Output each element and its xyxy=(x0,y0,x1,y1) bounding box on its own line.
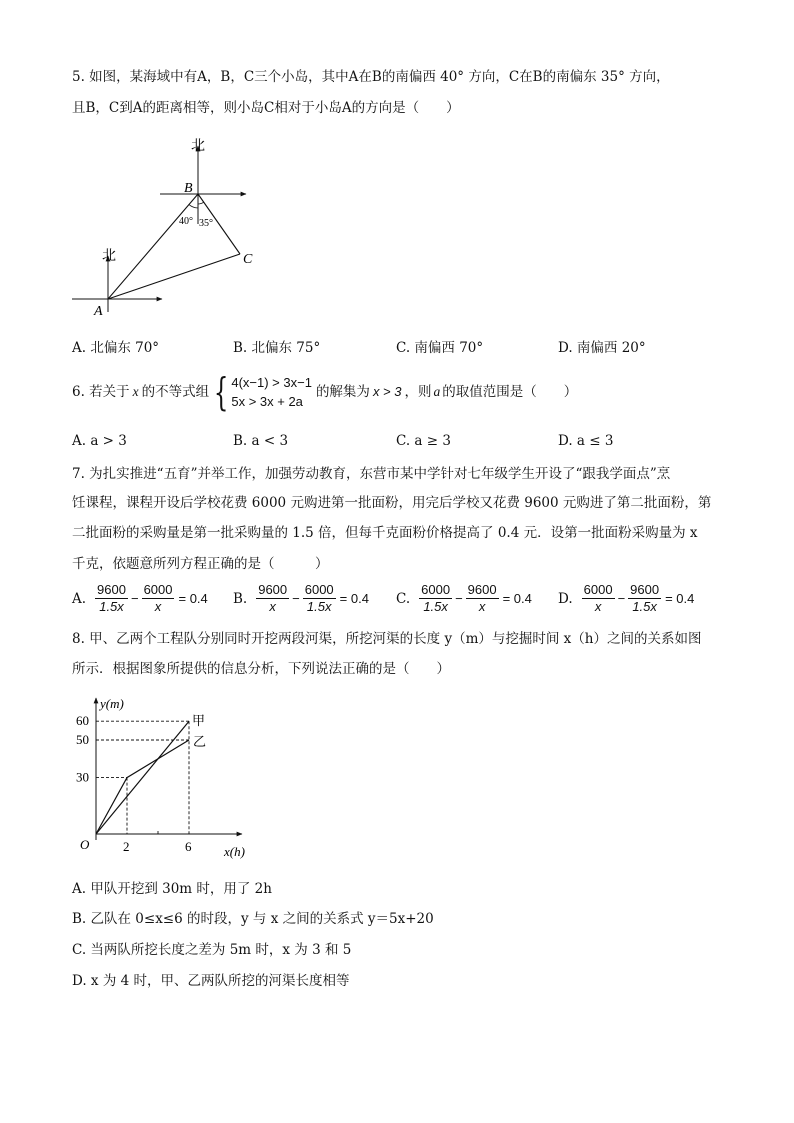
q6-brace: { xyxy=(214,370,229,414)
q5-option-d[interactable]: D. 南偏西 20° xyxy=(558,340,646,356)
series-line-jia xyxy=(96,721,189,834)
q7-c-den2: x xyxy=(478,599,486,614)
x-axis-label: x(h) xyxy=(224,844,245,859)
q7-a-rhs: = 0.4 xyxy=(178,590,208,606)
q7-a-num1: 9600 xyxy=(97,582,126,597)
q7-c-num1: 6000 xyxy=(421,582,451,597)
angle-label-40: 40° xyxy=(179,216,193,227)
q6-var-x: x xyxy=(132,384,139,399)
q7-b-rhs: = 0.4 xyxy=(339,590,369,606)
q7-b-num1: 9600 xyxy=(258,582,288,597)
q7-option-c[interactable]: C. $\frac{6000}{1.5x}$ − $\frac{9600}{x}$ = 0.4 xyxy=(396,582,532,614)
q7-c-frac1 xyxy=(419,582,452,615)
q5-option-a[interactable]: A. 北偏东 70° xyxy=(72,340,160,356)
y-tick-label: 50 xyxy=(76,732,89,747)
q7-a-frac1 xyxy=(95,582,128,615)
q8-option-c[interactable]: C. 当两队所挖长度之差为 5m 时，x 为 3 和 5 xyxy=(72,942,352,958)
q7-option-d[interactable]: D. $\frac{6000}{x}$ − $\frac{9600}{1.5x}$ = 0.4 xyxy=(558,582,695,614)
series-label-jia: 甲 xyxy=(192,713,206,729)
q7-option-a[interactable]: A. $\frac{9600}{1.5x}$ − $\frac{6000}{x}$ = 0.4 xyxy=(72,582,208,614)
q7-c-frac2 xyxy=(466,582,499,615)
y-axis-label: y(m) xyxy=(100,696,124,711)
q7-d-frac2 xyxy=(628,582,661,615)
q7-b-den2: 1.5x xyxy=(306,599,332,614)
north-label-b: 北 xyxy=(191,139,205,154)
q6-solution: x > 3 xyxy=(372,384,402,399)
q7-text-line2: 饪课程，课程开设后学校花费 6000 元购进第一批面粉，用完后学校又花费 9600 元购进了第二批面粉，第 xyxy=(72,495,712,511)
q6-inequality-2: 5x > 3x + 2a xyxy=(231,394,303,409)
q7-a-num2: 6000 xyxy=(143,582,173,597)
point-label-a: A xyxy=(94,304,103,319)
series-line-yi xyxy=(96,740,189,834)
q6-prefix: 6. 若关于 xyxy=(72,384,130,400)
q6-option-a[interactable]: A. a > 3 xyxy=(72,433,127,449)
q8-text-line2: 所示．根据图象所提供的信息分析，下列说法正确的是（ ） xyxy=(72,661,450,677)
q7-c-den1: 1.5x xyxy=(423,599,448,614)
y-tick-label: 30 xyxy=(76,769,89,785)
q7-a-frac2 xyxy=(142,582,175,615)
q7-option-b-label: B. xyxy=(233,590,248,607)
q7-b-num2: 6000 xyxy=(304,582,334,597)
q5-text-line1: 5. 如图，某海域中有A，B，C三个小岛，其中A在B的南偏西 40° 方向，C在B的南偏东 35° 方向， xyxy=(72,69,670,85)
q8-graph xyxy=(72,694,272,864)
q7-option-c-label: C. xyxy=(396,590,411,607)
q6-stem xyxy=(72,372,577,412)
q7-option-a-label: A. xyxy=(72,590,87,607)
q7-d-num2: 9600 xyxy=(630,582,660,597)
q5-option-b[interactable]: B. 北偏东 75° xyxy=(233,340,321,356)
q5-option-c[interactable]: C. 南偏西 70° xyxy=(396,340,484,356)
q7-text-line3: 二批面粉的采购量是第一批采购量的 1.5 倍，但每千克面粉价格提高了 0.4 元．设第一批面粉采购量为 x xyxy=(72,525,698,541)
q7-b-frac2 xyxy=(303,582,336,615)
q6-var-a: a xyxy=(433,384,441,399)
point-label-c: C xyxy=(243,252,253,267)
angle-arc-35 xyxy=(198,202,204,204)
q6-mid: 的不等式组 xyxy=(141,384,210,400)
angle-arc-40 xyxy=(189,205,198,208)
origin-label: O xyxy=(80,837,90,852)
q7-d-rhs: = 0.4 xyxy=(665,590,695,606)
q6-option-c[interactable]: C. a ≥ 3 xyxy=(396,433,451,449)
q7-b-frac1 xyxy=(256,582,289,615)
q6-option-d[interactable]: D. a ≤ 3 xyxy=(558,433,614,449)
q7-a-den2: x xyxy=(154,599,162,614)
q7-d-den1: x xyxy=(594,599,602,614)
q6-inequality-system xyxy=(209,370,312,414)
q7-b-den1: x xyxy=(269,599,276,614)
angle-label-35: 35° xyxy=(199,218,213,229)
q5-text-line2: 且B，C到A的距离相等，则小岛C相对于小岛A的方向是（ ） xyxy=(72,100,460,116)
q7-d-den2: 1.5x xyxy=(632,599,657,614)
q8-option-b[interactable]: B. 乙队在 0≤x≤6 的时段，y 与 x 之间的关系式 y＝5x+20 xyxy=(72,911,434,927)
y-tick-label: 60 xyxy=(76,713,89,729)
q7-d-frac1 xyxy=(582,582,615,615)
q6-inequality-1: 4(x−1) > 3x−1 xyxy=(231,375,312,390)
q6-option-b[interactable]: B. a < 3 xyxy=(233,433,289,449)
north-label-a: 北 xyxy=(102,249,116,264)
q7-a-den1: 1.5x xyxy=(99,599,124,614)
q8-text-line1: 8. 甲、乙两个工程队分别同时开挖两段河渠，所挖河渠的长度 y（m）与挖掘时间 x（h）之间的关系如图 xyxy=(72,631,702,647)
series-label-yi: 乙 xyxy=(193,734,207,749)
point-label-b: B xyxy=(184,181,193,196)
q7-d-num1: 6000 xyxy=(583,582,613,597)
q7-c-num2: 9600 xyxy=(467,582,497,597)
q7-option-b[interactable]: B. $\frac{9600}{x}$ − $\frac{6000}{1.5x}$ = 0.4 xyxy=(233,582,369,614)
q7-c-rhs: = 0.4 xyxy=(502,590,532,606)
q6-suffix3: 的取值范围是（ ） xyxy=(442,384,578,400)
q5-direction-diagram xyxy=(68,132,268,322)
q6-suffix1: 的解集为 xyxy=(315,384,370,400)
q7-text-line4: 千克，依题意所列方程正确的是（ ） xyxy=(72,556,329,572)
q8-option-a[interactable]: A. 甲队开挖到 30m 时，用了 2h xyxy=(72,881,272,897)
q6-suffix2: ，则 xyxy=(404,384,432,400)
q8-option-d[interactable]: D. x 为 4 时，甲、乙两队所挖的河渠长度相等 xyxy=(72,973,350,989)
q7-option-d-label: D. xyxy=(558,590,573,607)
x-tick-label: 6 xyxy=(185,839,192,854)
q7-text-line1: 7. 为扎实推进“五育”并举工作，加强劳动教育，东营市某中学针对七年级学生开设了“跟我学面点”烹 xyxy=(72,466,671,482)
x-tick-label: 2 xyxy=(123,839,130,854)
